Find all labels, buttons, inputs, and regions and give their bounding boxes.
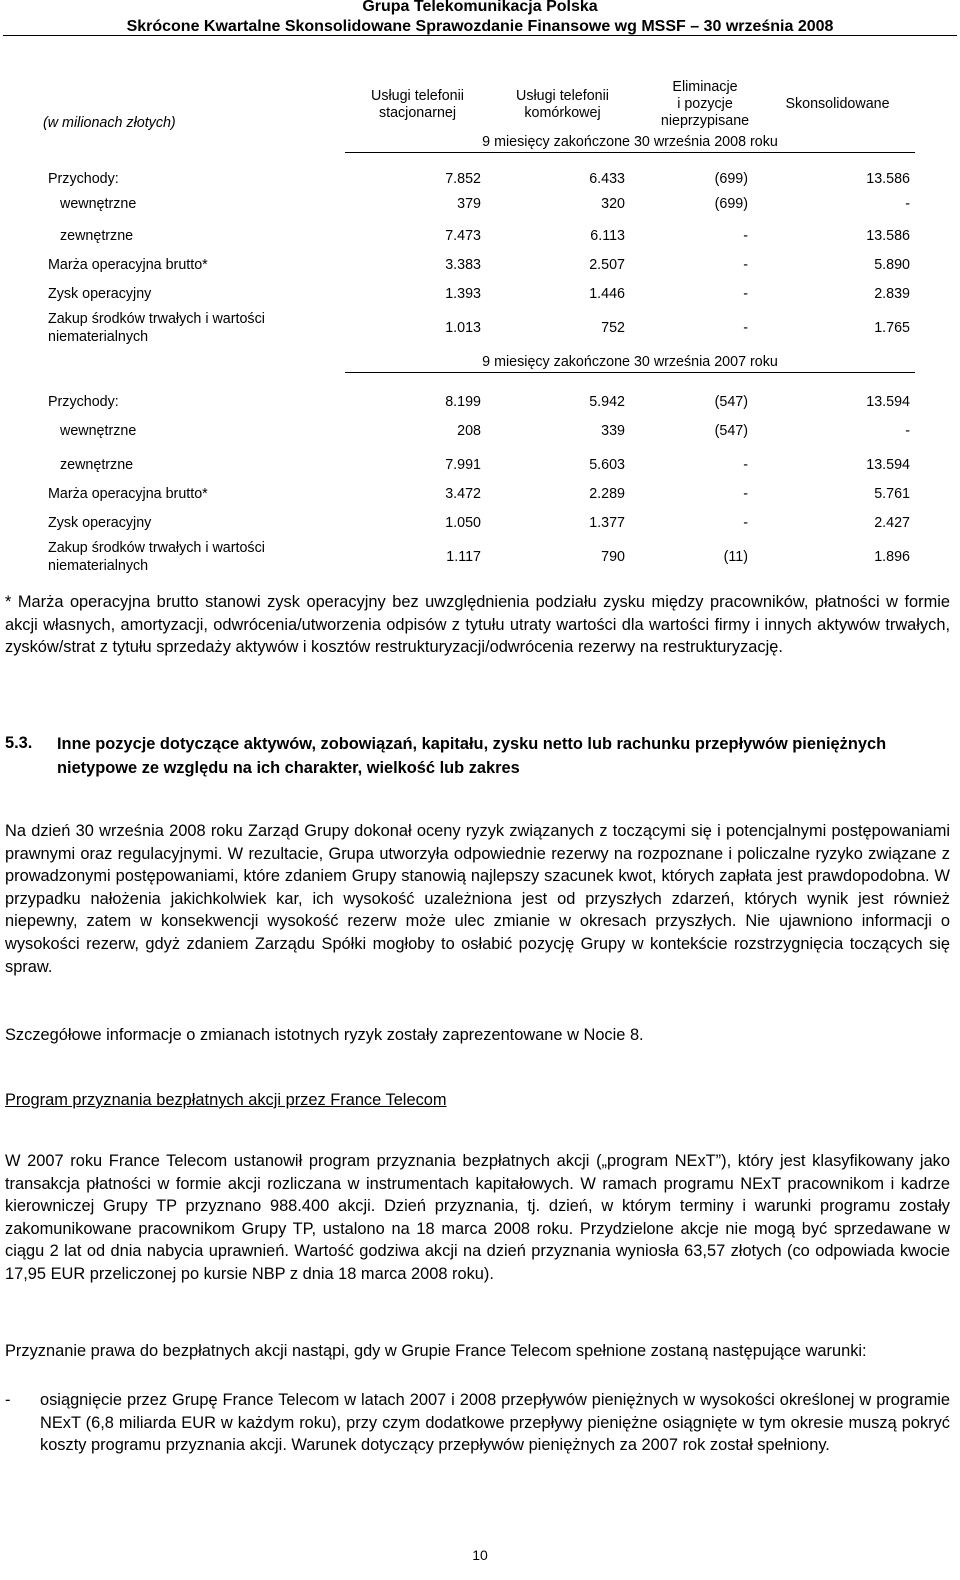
table-row: wewnętrzne 379 320 (699) - xyxy=(60,196,910,212)
header-company: Grupa Telekomunikacja Polska xyxy=(362,0,598,15)
paragraph-provisions: Na dzień 30 września 2008 roku Zarząd Grupy dokonał oceny ryzyk związanych z toczącymi się i potencjalnymi postępowaniami prawnymi oraz regulacyjnymi. W rezultacie, Grupa utworzyła odpowiednie rezerwy na rozpoznane i policzalne ryzyko związane z prowadzonymi postępowaniami, które zdaniem Grupy stanowią najlepszy szacunek kwot, których zapłata jest prawdopodobna. W przypadku nałożenia jakichkolwiek kar, ich wysokość uzależniona jest od przyszłych zdarzeń, których wynik jest również niepewny, zatem w konsekwencji wysokość rezerw może ulec zmianie w okresach przyszłych. Nie ujawniono informacji o wysokości rezerw, gdyż zdaniem Zarządu Spółki mogłoby to osłabić pozycję Grupy w kontekście rozstrzygnięcia toczących się spraw. xyxy=(5,822,950,976)
table-row: Zakup środków trwałych i wartości niematerialnych 1.117 790 (11) 1.896 xyxy=(48,540,910,574)
table-row: Przychody: 8.199 5.942 (547) 13.594 xyxy=(48,394,910,410)
table-row: zewnętrzne 7.473 6.113 - 13.586 xyxy=(60,228,910,244)
section-number: 5.3. xyxy=(5,734,33,752)
table-row: Zysk operacyjny 1.050 1.377 - 2.427 xyxy=(48,515,910,531)
table-row: Przychody: 7.852 6.433 (699) 13.586 xyxy=(48,171,910,187)
subheading-next-program: Program przyznania bezpłatnych akcji przez France Telecom xyxy=(5,1091,447,1109)
period-2007: 9 miesięcy zakończone 30 września 2007 roku xyxy=(345,354,915,373)
paragraph-next-program: W 2007 roku France Telecom ustanowił program przyznania bezpłatnych akcji („program NExT”), który jest klasyfikowany jako transakcja płatności w formie akcji rozliczana w instrumentach kapitałowych. W ramach programu NExT pracownikom i kadrze kierowniczej Grupy TP przyznano 988.400 akcji. Dzień przyznania, tj. dzień, w którym terminy i warunki programu zostały zakomunikowane pracownikom Grupy TP, ustalono na 18 marca 2008 roku. Przydzielone akcje nie mogą być sprzedawane w ciągu 2 lat od dnia nabycia uprawnień. Wartość godziwa akcji na dzień przyznania wyniosła 63,57 złotych (co odpowiada kwocie 17,95 EUR przeliczonej po kursie NBP z dnia 18 marca 2008 roku). xyxy=(5,1152,950,1283)
table-row: wewnętrzne 208 339 (547) - xyxy=(60,423,910,439)
header-rule xyxy=(3,35,957,36)
table-row: zewnętrzne 7.991 5.603 - 13.594 xyxy=(60,457,910,473)
table-row: Marża operacyjna brutto* 3.383 2.507 - 5.890 xyxy=(48,257,910,273)
table-row: Zakup środków trwałych i wartości niematerialnych 1.013 752 - 1.765 xyxy=(48,311,910,345)
col-head-fixed: Usługi telefonii stacjonarnej xyxy=(371,88,464,121)
bullet-item: osiągnięcie przez Grupę France Telecom w latach 2007 i 2008 przepływów pieniężnych w wysokości określonej w programie NExT (6,8 miliarda EUR w każdym roku), przy czym dodatkowe przepływy pieniężne osiągnięte w tym okresie muszą pokryć koszty programu przyznania akcji. Warunek dotyczący przepływów pieniężnych za 2007 rok został spełniony. xyxy=(40,1391,950,1455)
col-head-mobile: Usługi telefonii komórkowej xyxy=(516,88,609,121)
header-report-title: Skrócone Kwartalne Skonsolidowane Sprawozdanie Finansowe wg MSSF – 30 września 2008 xyxy=(126,18,834,35)
table-units: (w milionach złotych) xyxy=(43,115,176,131)
col-head-elim: Eliminacje i pozycje nieprzypisane xyxy=(660,79,750,129)
table-row: Zysk operacyjny 1.393 1.446 - 2.839 xyxy=(48,286,910,302)
page-number: 10 xyxy=(472,1547,488,1563)
paragraph-conditions: Przyznanie prawa do bezpłatnych akcji nastąpi, gdy w Grupie France Telecom spełnione zostaną następujące warunki: xyxy=(5,1342,867,1360)
col-head-consolidated: Skonsolidowane xyxy=(785,96,890,112)
footnote: * Marża operacyjna brutto stanowi zysk operacyjny bez uwzględnienia podziału zysku między pracowników, płatności w formie akcji własnych, amortyzacji, odwrócenia/utworzenia odpisów z tytułu utraty wartości dla wartości firmy i innych aktywów trwałych, zysków/strat z tytułu sprzedaży aktywów i kosztów restrukturyzacji/odwrócenia rezerwy na restrukturyzację. xyxy=(5,593,950,657)
section-title: Inne pozycje dotyczące aktywów, zobowiązań, kapitału, zysku netto lub rachunku przepływów pieniężnych nietypowe ze względu na ich charakter, wielkość lub zakres xyxy=(57,735,887,777)
paragraph-note-8: Szczegółowe informacje o zmianach istotnych ryzyk zostały zaprezentowane w Nocie 8. xyxy=(5,1026,644,1044)
period-2008: 9 miesięcy zakończone 30 września 2008 roku xyxy=(345,134,915,153)
bullet-dash: - xyxy=(5,1391,11,1409)
table-row: Marża operacyjna brutto* 3.472 2.289 - 5.761 xyxy=(48,486,910,502)
